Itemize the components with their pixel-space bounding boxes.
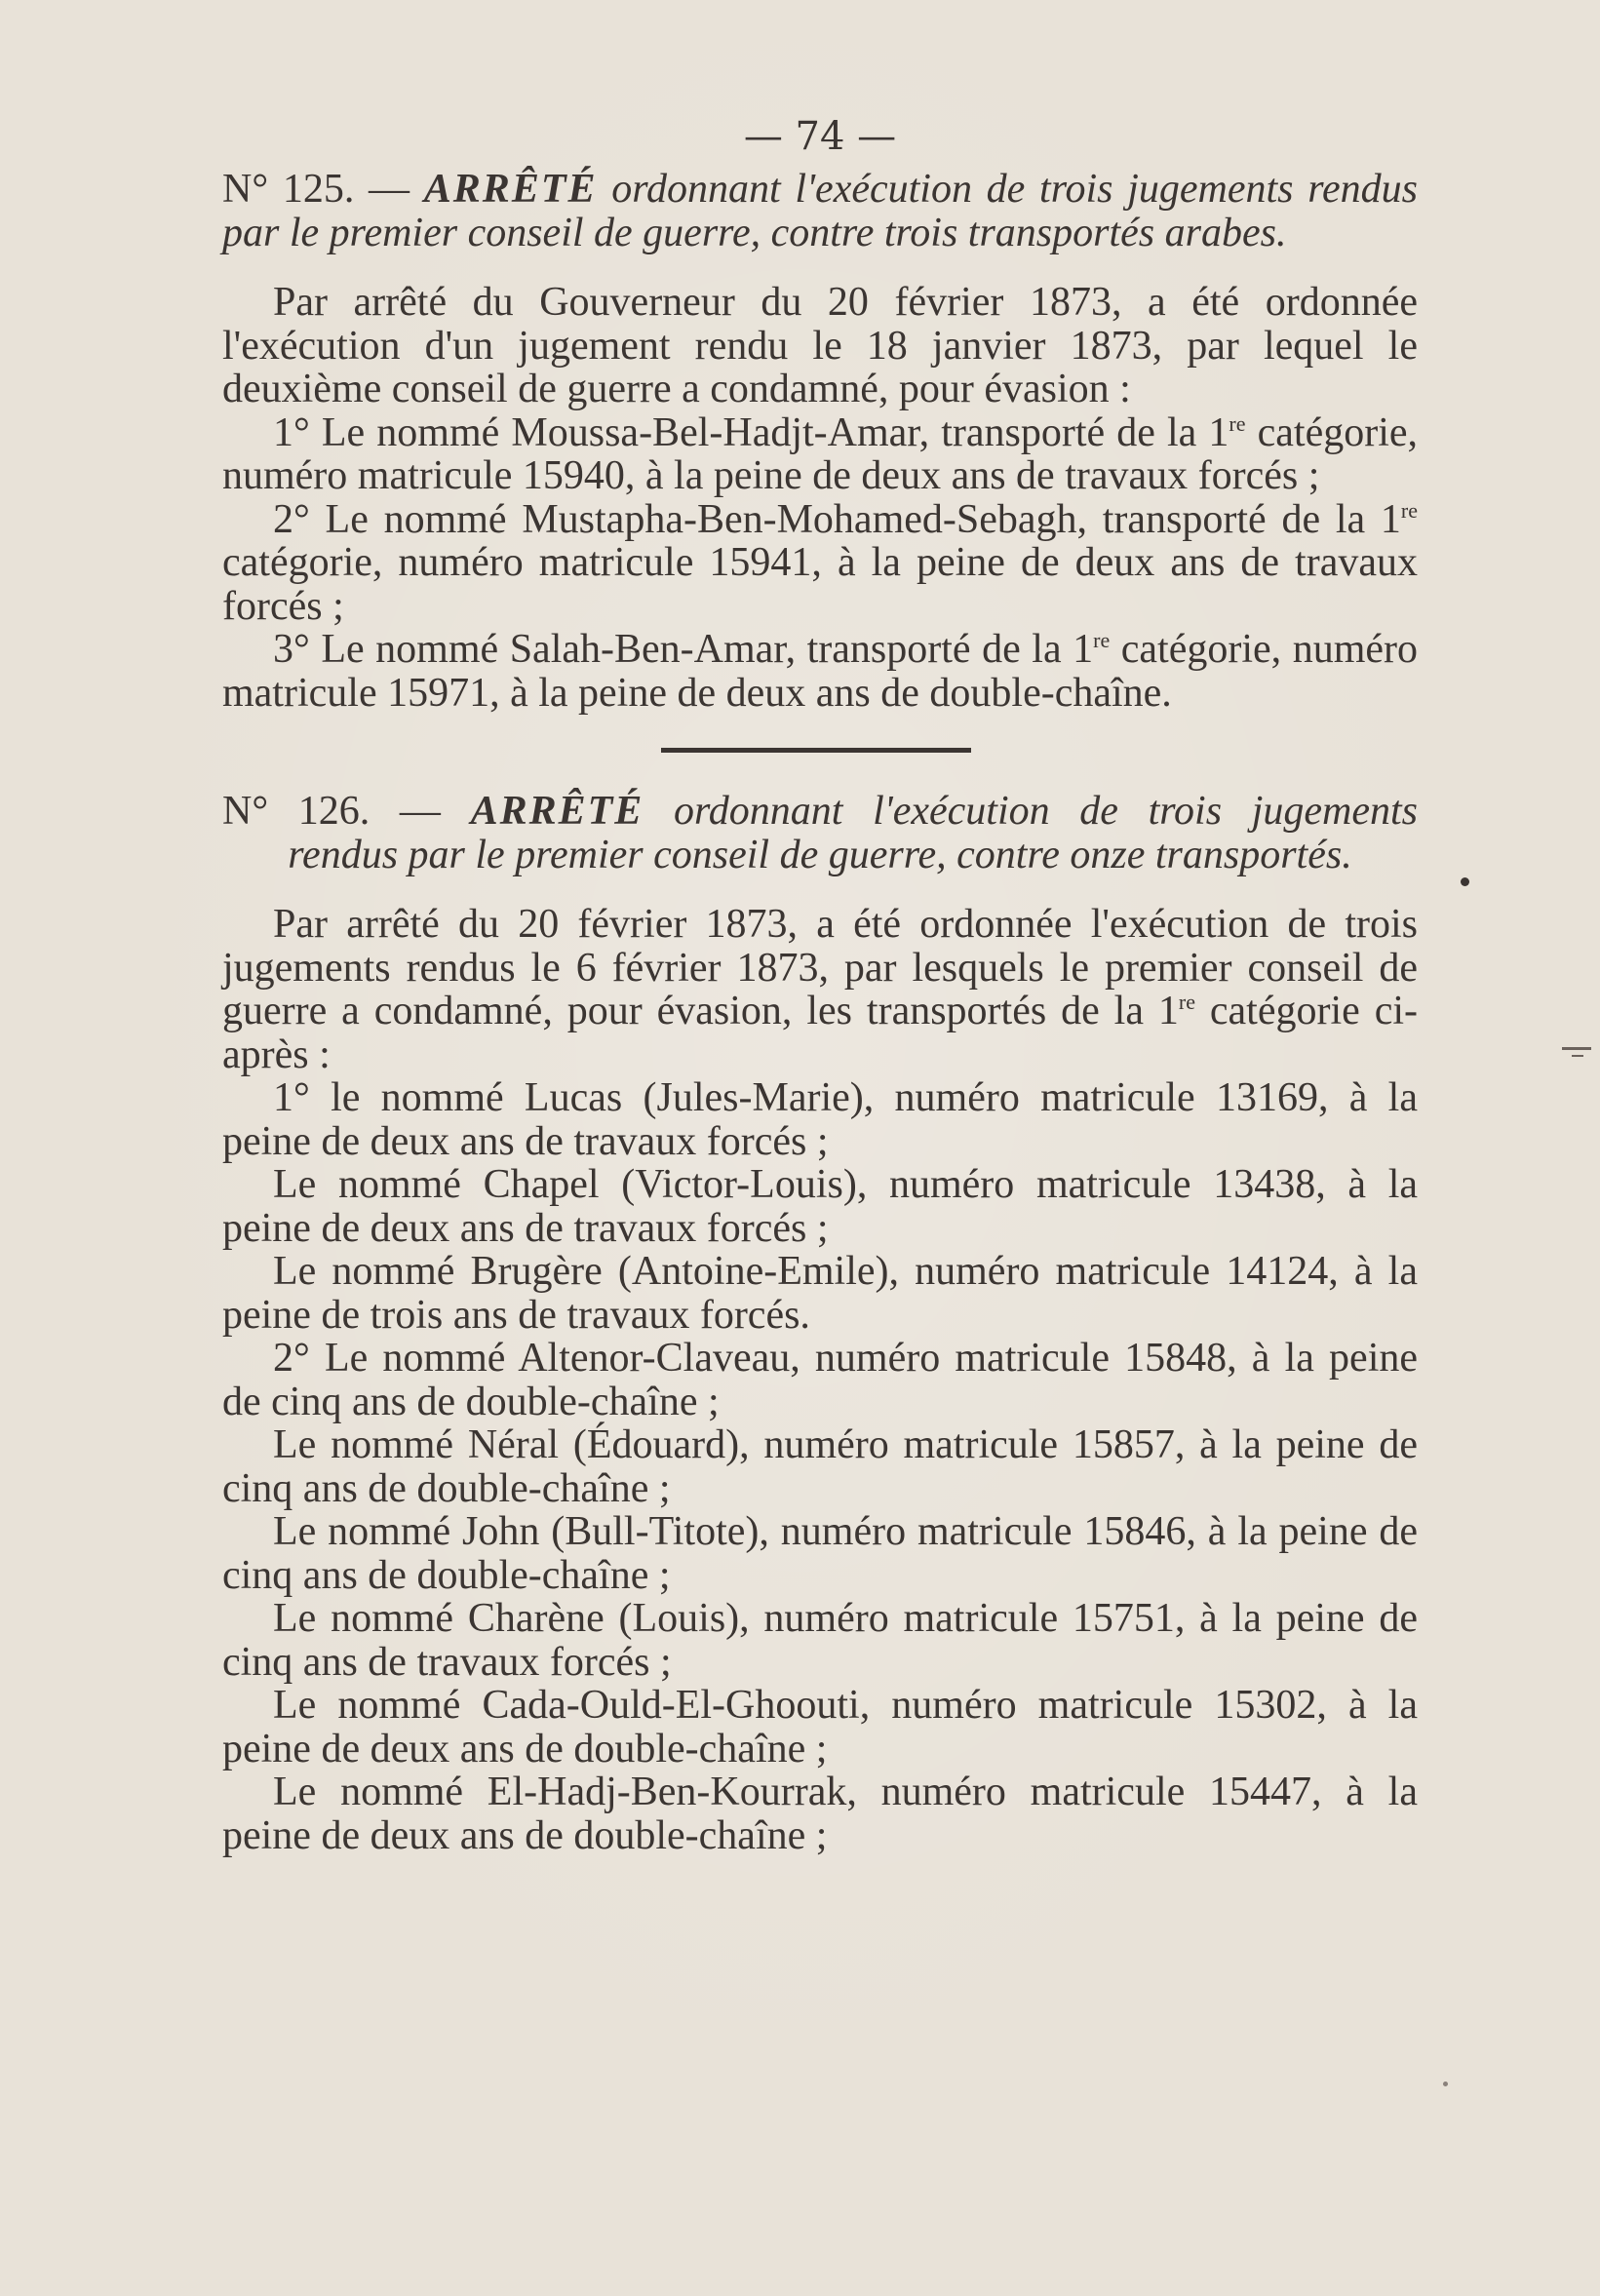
intro-text: catégorie ci-après : [222, 989, 1418, 1077]
item-text: catégorie, numéro matricule 15940, à la peine de deux ans de travaux forcés ; [222, 409, 1419, 498]
list-item: Le nommé Néral (Édouard), numéro matricule 15857, à la peine de cinq ans de double-chaîne ; [222, 1422, 1418, 1511]
heading-line-1 [222, 790, 1418, 834]
list-item [222, 498, 1418, 629]
superscript: re [1178, 990, 1195, 1014]
list-item: Le nommé Chapel (Victor-Louis), numéro matricule 13438, à la peine de deux ans de travaux forcés ; [222, 1162, 1418, 1251]
item-prefix: 2° [273, 496, 310, 542]
section-description: ordonnant l'exécution de trois jugements rendus par le premier conseil de guerre, contre trois transportés arabes. [222, 167, 1418, 255]
margin-mark [1572, 1055, 1583, 1057]
margin-mark [1562, 1047, 1591, 1050]
superscript: re [1229, 410, 1246, 436]
item-text: catégorie, numéro matricule 15941, à la peine de deux ans de travaux forcés ; [222, 540, 1418, 629]
list-item [222, 411, 1418, 498]
section-number: N° 125. — [222, 167, 410, 212]
intro-text: Par arrêté du 20 février 1873, a été ordonnée l'exécution de trois jugements rendus le 6 février 1873, par lesquels le premier conseil de guerre a condamné, pour évasion, les transportés de la 1 [222, 902, 1418, 1033]
section-divider-rule [661, 748, 971, 753]
list-item: Le nommé Cada-Ould-El-Ghoouti, numéro matricule 15302, à la peine de deux ans de double-chaîne ; [222, 1683, 1418, 1771]
item-text: Le nommé Salah-Ben-Amar, transporté de la 1 [321, 627, 1094, 672]
list-item: 1° le nommé Lucas (Jules-Marie), numéro matricule 13169, à la peine de deux ans de travaux forcés ; [222, 1075, 1418, 1164]
list-item: 2° Le nommé Altenor-Claveau, numéro matricule 15848, à la peine de cinq ans de double-chaîne ; [222, 1336, 1418, 1424]
section-title: ARRÊTÉ [470, 789, 644, 834]
item-prefix: 1° [273, 409, 310, 455]
list-item: Le nommé Charène (Louis), numéro matricule 15751, à la peine de cinq ans de travaux forcés ; [222, 1596, 1418, 1685]
list-item: Le nommé Brugère (Antoine-Emile), numéro matricule 14124, à la peine de trois ans de travaux forcés. [222, 1249, 1418, 1338]
page-content [222, 107, 1418, 1857]
list-item: Le nommé El-Hadj-Ben-Kourrak, numéro matricule 15447, à la peine de deux ans de double-chaîne ; [222, 1770, 1418, 1858]
superscript: re [1400, 497, 1418, 523]
section-heading-126 [222, 790, 1418, 877]
section-number: N° 126. — [222, 789, 441, 834]
section-description-line-1: ordonnant l'exécution de trois jugements [673, 789, 1419, 834]
intro-paragraph: Par arrêté du Gouverneur du 20 février 1873, a été ordonnée l'exécution d'un jugement rendu le 18 janvier 1873, par lequel le deuxième conseil de guerre a condamné, pour évasion : [222, 280, 1418, 411]
superscript: re [1093, 628, 1111, 652]
item-text: Le nommé Moussa-Bel-Hadjt-Amar, transporté de la 1 [321, 409, 1229, 455]
list-item [222, 628, 1418, 715]
list-item: Le nommé John (Bull-Titote), numéro matricule 15846, à la peine de cinq ans de double-chaîne ; [222, 1509, 1418, 1598]
section-description-line-2: rendus par le premier conseil de guerre, contre onze transportés. [288, 833, 1352, 877]
intro-paragraph [222, 903, 1418, 1076]
item-text: Le nommé Mustapha-Ben-Mohamed-Sebagh, transporté de la 1 [325, 496, 1401, 542]
ink-speck [1443, 2082, 1448, 2086]
item-text: catégorie, numéro matricule 15971, à la peine de deux ans de double-chaîne. [222, 627, 1419, 716]
item-prefix: 3° [273, 627, 310, 672]
ink-speck [1461, 877, 1469, 886]
section-title: ARRÊTÉ [423, 167, 598, 212]
page-number: — 74 — [743, 114, 897, 159]
section-heading-125 [222, 168, 1418, 255]
